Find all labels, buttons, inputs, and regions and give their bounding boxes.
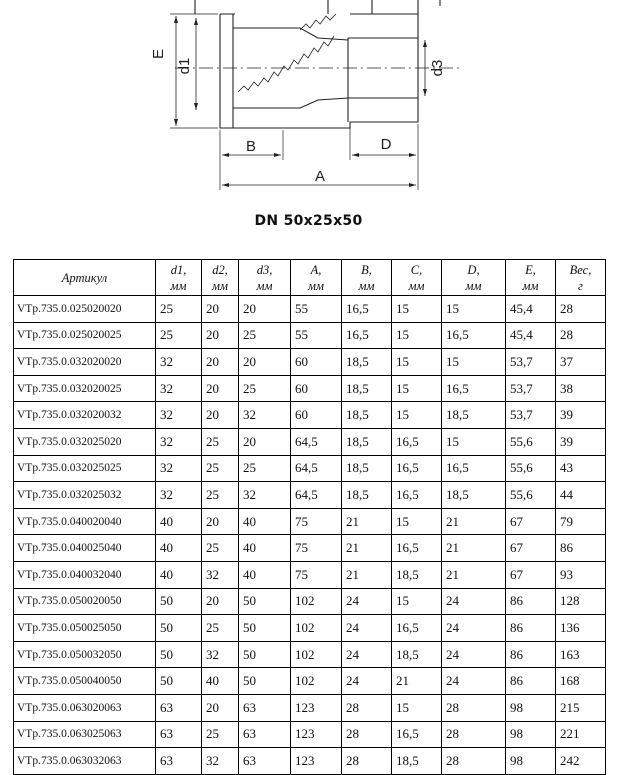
table-row <box>14 615 606 642</box>
cell-b: 18,5 <box>342 428 392 455</box>
cell-c: 16,5 <box>392 615 442 642</box>
header-unit: мм <box>408 278 425 293</box>
cell-d1: 50 <box>156 668 202 695</box>
header-a <box>291 260 342 296</box>
cell-b: 18,5 <box>342 402 392 429</box>
header-weight <box>556 260 606 296</box>
table-row <box>14 641 606 668</box>
cell-d1: 32 <box>156 402 202 429</box>
label-B: B <box>245 138 257 155</box>
table-row <box>14 721 606 748</box>
cell-c: 15 <box>392 588 442 615</box>
header-label: D, <box>467 262 480 277</box>
cell-d1: 50 <box>156 615 202 642</box>
cell-d1: 50 <box>156 588 202 615</box>
cell-d3: 40 <box>239 508 291 535</box>
table-row <box>14 482 606 509</box>
cell-d2: 20 <box>202 296 239 323</box>
cell-d2: 20 <box>202 508 239 535</box>
cell-d3: 50 <box>239 615 291 642</box>
cell-e: 98 <box>506 748 556 775</box>
cell-d3: 25 <box>239 322 291 349</box>
cell-d2: 25 <box>202 455 239 482</box>
cell-d2: 25 <box>202 721 239 748</box>
cell-b: 18,5 <box>342 375 392 402</box>
table-row <box>14 375 606 402</box>
cell-d: 28 <box>442 694 506 721</box>
cell-d2: 32 <box>202 561 239 588</box>
cell-article: VTp.735.0.040025040 <box>14 535 156 562</box>
header-d2 <box>202 260 239 296</box>
cell-c: 15 <box>392 508 442 535</box>
cell-e: 86 <box>506 588 556 615</box>
cell-c: 16,5 <box>392 721 442 748</box>
cell-d: 16,5 <box>442 322 506 349</box>
cell-e: 45,4 <box>506 322 556 349</box>
cell-weight: 136 <box>556 615 606 642</box>
cell-b: 18,5 <box>342 455 392 482</box>
cell-d: 28 <box>442 748 506 775</box>
cell-weight: 28 <box>556 322 606 349</box>
cell-a: 55 <box>291 296 342 323</box>
cell-d3: 20 <box>239 296 291 323</box>
cell-c: 16,5 <box>392 535 442 562</box>
cell-d1: 40 <box>156 535 202 562</box>
cell-d3: 63 <box>239 694 291 721</box>
label-D: D <box>380 136 392 153</box>
cell-article: VTp.735.0.063025063 <box>14 721 156 748</box>
cell-e: 98 <box>506 694 556 721</box>
cell-d1: 32 <box>156 482 202 509</box>
cell-weight: 242 <box>556 748 606 775</box>
table-row <box>14 322 606 349</box>
header-label: d3, <box>256 262 273 277</box>
cell-e: 86 <box>506 641 556 668</box>
cell-c: 15 <box>392 402 442 429</box>
cell-a: 75 <box>291 535 342 562</box>
cell-d: 15 <box>442 428 506 455</box>
header-unit: мм <box>170 278 187 293</box>
cell-weight: 37 <box>556 349 606 376</box>
cell-d2: 25 <box>202 615 239 642</box>
cell-article: VTp.735.0.040032040 <box>14 561 156 588</box>
cell-a: 75 <box>291 561 342 588</box>
cell-e: 86 <box>506 668 556 695</box>
cell-weight: 39 <box>556 428 606 455</box>
cell-d: 15 <box>442 296 506 323</box>
cell-d3: 20 <box>239 349 291 376</box>
cell-b: 18,5 <box>342 482 392 509</box>
table-row <box>14 296 606 323</box>
cell-e: 53,7 <box>506 375 556 402</box>
cell-d: 24 <box>442 615 506 642</box>
cell-d2: 40 <box>202 668 239 695</box>
cell-weight: 128 <box>556 588 606 615</box>
cell-d: 21 <box>442 561 506 588</box>
header-label: B, <box>361 262 372 277</box>
cell-a: 64,5 <box>291 428 342 455</box>
cell-weight: 93 <box>556 561 606 588</box>
cell-d2: 25 <box>202 535 239 562</box>
cell-b: 28 <box>342 748 392 775</box>
cell-e: 67 <box>506 508 556 535</box>
table-row <box>14 748 606 775</box>
cell-weight: 163 <box>556 641 606 668</box>
cell-weight: 28 <box>556 296 606 323</box>
cell-d3: 25 <box>239 375 291 402</box>
cell-b: 21 <box>342 508 392 535</box>
header-unit: мм <box>465 278 482 293</box>
cell-a: 123 <box>291 748 342 775</box>
table-row <box>14 402 606 429</box>
cell-c: 15 <box>392 349 442 376</box>
cell-b: 24 <box>342 588 392 615</box>
cell-c: 15 <box>392 375 442 402</box>
header-label: E, <box>525 262 536 277</box>
cell-article: VTp.735.0.032020025 <box>14 375 156 402</box>
cell-a: 123 <box>291 694 342 721</box>
cell-b: 21 <box>342 561 392 588</box>
cell-a: 75 <box>291 508 342 535</box>
cell-a: 64,5 <box>291 455 342 482</box>
cell-a: 60 <box>291 402 342 429</box>
cell-article: VTp.735.0.040020040 <box>14 508 156 535</box>
fitting-body-outline <box>220 14 418 128</box>
cell-d2: 25 <box>202 428 239 455</box>
cell-d: 16,5 <box>442 455 506 482</box>
cell-a: 60 <box>291 349 342 376</box>
cell-article: VTp.735.0.032025020 <box>14 428 156 455</box>
cell-d3: 63 <box>239 721 291 748</box>
cell-weight: 215 <box>556 694 606 721</box>
cell-b: 21 <box>342 535 392 562</box>
cell-d3: 50 <box>239 668 291 695</box>
cell-article: VTp.735.0.032020020 <box>14 349 156 376</box>
header-label: A, <box>310 262 322 277</box>
thread-lines <box>238 36 334 92</box>
cell-weight: 43 <box>556 455 606 482</box>
cell-c: 15 <box>392 296 442 323</box>
cell-a: 55 <box>291 322 342 349</box>
cell-weight: 221 <box>556 721 606 748</box>
cell-b: 24 <box>342 615 392 642</box>
cell-d2: 32 <box>202 641 239 668</box>
cell-c: 18,5 <box>392 561 442 588</box>
cell-e: 53,7 <box>506 402 556 429</box>
cell-weight: 86 <box>556 535 606 562</box>
cell-a: 102 <box>291 615 342 642</box>
cell-article: VTp.735.0.050020050 <box>14 588 156 615</box>
cell-d1: 32 <box>156 375 202 402</box>
cell-e: 67 <box>506 535 556 562</box>
cell-e: 55,6 <box>506 482 556 509</box>
table-row <box>14 508 606 535</box>
cell-weight: 168 <box>556 668 606 695</box>
cell-d3: 40 <box>239 561 291 588</box>
cell-a: 102 <box>291 588 342 615</box>
cell-d2: 20 <box>202 588 239 615</box>
table-row <box>14 349 606 376</box>
table-row <box>14 455 606 482</box>
cell-d: 18,5 <box>442 482 506 509</box>
cell-article: VTp.735.0.050032050 <box>14 641 156 668</box>
cell-d: 24 <box>442 641 506 668</box>
cell-d1: 32 <box>156 455 202 482</box>
cell-article: VTp.735.0.050025050 <box>14 615 156 642</box>
table-row <box>14 561 606 588</box>
cell-article: VTp.735.0.032025032 <box>14 482 156 509</box>
header-d <box>442 260 506 296</box>
header-unit: мм <box>522 278 539 293</box>
header-b <box>342 260 392 296</box>
cell-d1: 63 <box>156 694 202 721</box>
cell-c: 16,5 <box>392 455 442 482</box>
cell-article: VTp.735.0.050040050 <box>14 668 156 695</box>
cell-d1: 40 <box>156 561 202 588</box>
label-d3: d3 <box>429 59 446 77</box>
cell-a: 123 <box>291 721 342 748</box>
cell-d3: 20 <box>239 428 291 455</box>
cell-e: 67 <box>506 561 556 588</box>
cell-e: 86 <box>506 615 556 642</box>
cell-c: 21 <box>392 668 442 695</box>
cell-weight: 79 <box>556 508 606 535</box>
cell-a: 64,5 <box>291 482 342 509</box>
cell-d1: 63 <box>156 721 202 748</box>
cell-d: 21 <box>442 508 506 535</box>
cell-d3: 40 <box>239 535 291 562</box>
header-unit: мм <box>358 278 375 293</box>
header-d3 <box>239 260 291 296</box>
label-d1: d1 <box>176 57 193 75</box>
spec-table <box>13 259 606 775</box>
cell-b: 16,5 <box>342 322 392 349</box>
cell-e: 55,6 <box>506 428 556 455</box>
cell-d2: 25 <box>202 482 239 509</box>
header-label: d1, <box>170 262 187 277</box>
cell-c: 16,5 <box>392 482 442 509</box>
cell-d2: 20 <box>202 402 239 429</box>
cell-d: 21 <box>442 535 506 562</box>
cell-d1: 40 <box>156 508 202 535</box>
cell-article: VTp.735.0.063032063 <box>14 748 156 775</box>
header-c <box>392 260 442 296</box>
cell-c: 18,5 <box>392 641 442 668</box>
cell-b: 24 <box>342 668 392 695</box>
header-article <box>14 260 156 296</box>
cell-b: 16,5 <box>342 296 392 323</box>
cell-b: 28 <box>342 721 392 748</box>
cell-d: 24 <box>442 588 506 615</box>
cell-d1: 32 <box>156 349 202 376</box>
cell-e: 45,4 <box>506 296 556 323</box>
cell-d3: 50 <box>239 588 291 615</box>
cell-d: 16,5 <box>442 375 506 402</box>
table-row <box>14 588 606 615</box>
header-label: Вес, <box>569 262 592 277</box>
cell-e: 98 <box>506 721 556 748</box>
cell-a: 102 <box>291 668 342 695</box>
cell-weight: 38 <box>556 375 606 402</box>
cell-d1: 25 <box>156 322 202 349</box>
cell-a: 60 <box>291 375 342 402</box>
cell-d2: 32 <box>202 748 239 775</box>
cell-a: 102 <box>291 641 342 668</box>
table-row <box>14 668 606 695</box>
cell-weight: 39 <box>556 402 606 429</box>
cell-d: 15 <box>442 349 506 376</box>
cell-b: 28 <box>342 694 392 721</box>
cell-d3: 50 <box>239 641 291 668</box>
header-unit: мм <box>256 278 273 293</box>
cell-article: VTp.735.0.025020020 <box>14 296 156 323</box>
cell-article: VTp.735.0.063020063 <box>14 694 156 721</box>
header-e <box>506 260 556 296</box>
header-label: C, <box>410 262 423 277</box>
cell-d1: 32 <box>156 428 202 455</box>
cell-d1: 63 <box>156 748 202 775</box>
cell-article: VTp.735.0.032020032 <box>14 402 156 429</box>
cell-c: 15 <box>392 322 442 349</box>
cell-d2: 20 <box>202 349 239 376</box>
cell-d1: 25 <box>156 296 202 323</box>
header-label: d2, <box>212 262 228 277</box>
cell-d2: 20 <box>202 322 239 349</box>
cell-d: 18,5 <box>442 402 506 429</box>
cell-e: 55,6 <box>506 455 556 482</box>
size-caption: DN 50x25x50 <box>254 213 363 229</box>
table-row <box>14 535 606 562</box>
table-row <box>14 428 606 455</box>
cell-c: 16,5 <box>392 428 442 455</box>
label-E: E <box>150 48 167 60</box>
table-row <box>14 694 606 721</box>
table-header-row <box>14 260 606 296</box>
cell-d3: 63 <box>239 748 291 775</box>
header-unit: мм <box>308 278 324 293</box>
cell-d: 24 <box>442 668 506 695</box>
cell-d1: 50 <box>156 641 202 668</box>
cell-d3: 32 <box>239 482 291 509</box>
cell-article: VTp.735.0.032025025 <box>14 455 156 482</box>
cell-b: 24 <box>342 641 392 668</box>
cell-d3: 25 <box>239 455 291 482</box>
header-unit: мм <box>212 278 228 293</box>
cell-c: 18,5 <box>392 748 442 775</box>
header-label: Артикул <box>61 270 108 285</box>
cell-c: 15 <box>392 694 442 721</box>
cell-weight: 44 <box>556 482 606 509</box>
cell-d: 28 <box>442 721 506 748</box>
cell-d2: 20 <box>202 375 239 402</box>
label-A: A <box>314 168 326 185</box>
cell-d2: 20 <box>202 694 239 721</box>
cell-d3: 32 <box>239 402 291 429</box>
header-d1 <box>156 260 202 296</box>
cell-b: 18,5 <box>342 349 392 376</box>
cell-article: VTp.735.0.025020025 <box>14 322 156 349</box>
cell-e: 53,7 <box>506 349 556 376</box>
fitting-technical-drawing <box>0 0 617 205</box>
header-unit: г <box>578 278 583 293</box>
